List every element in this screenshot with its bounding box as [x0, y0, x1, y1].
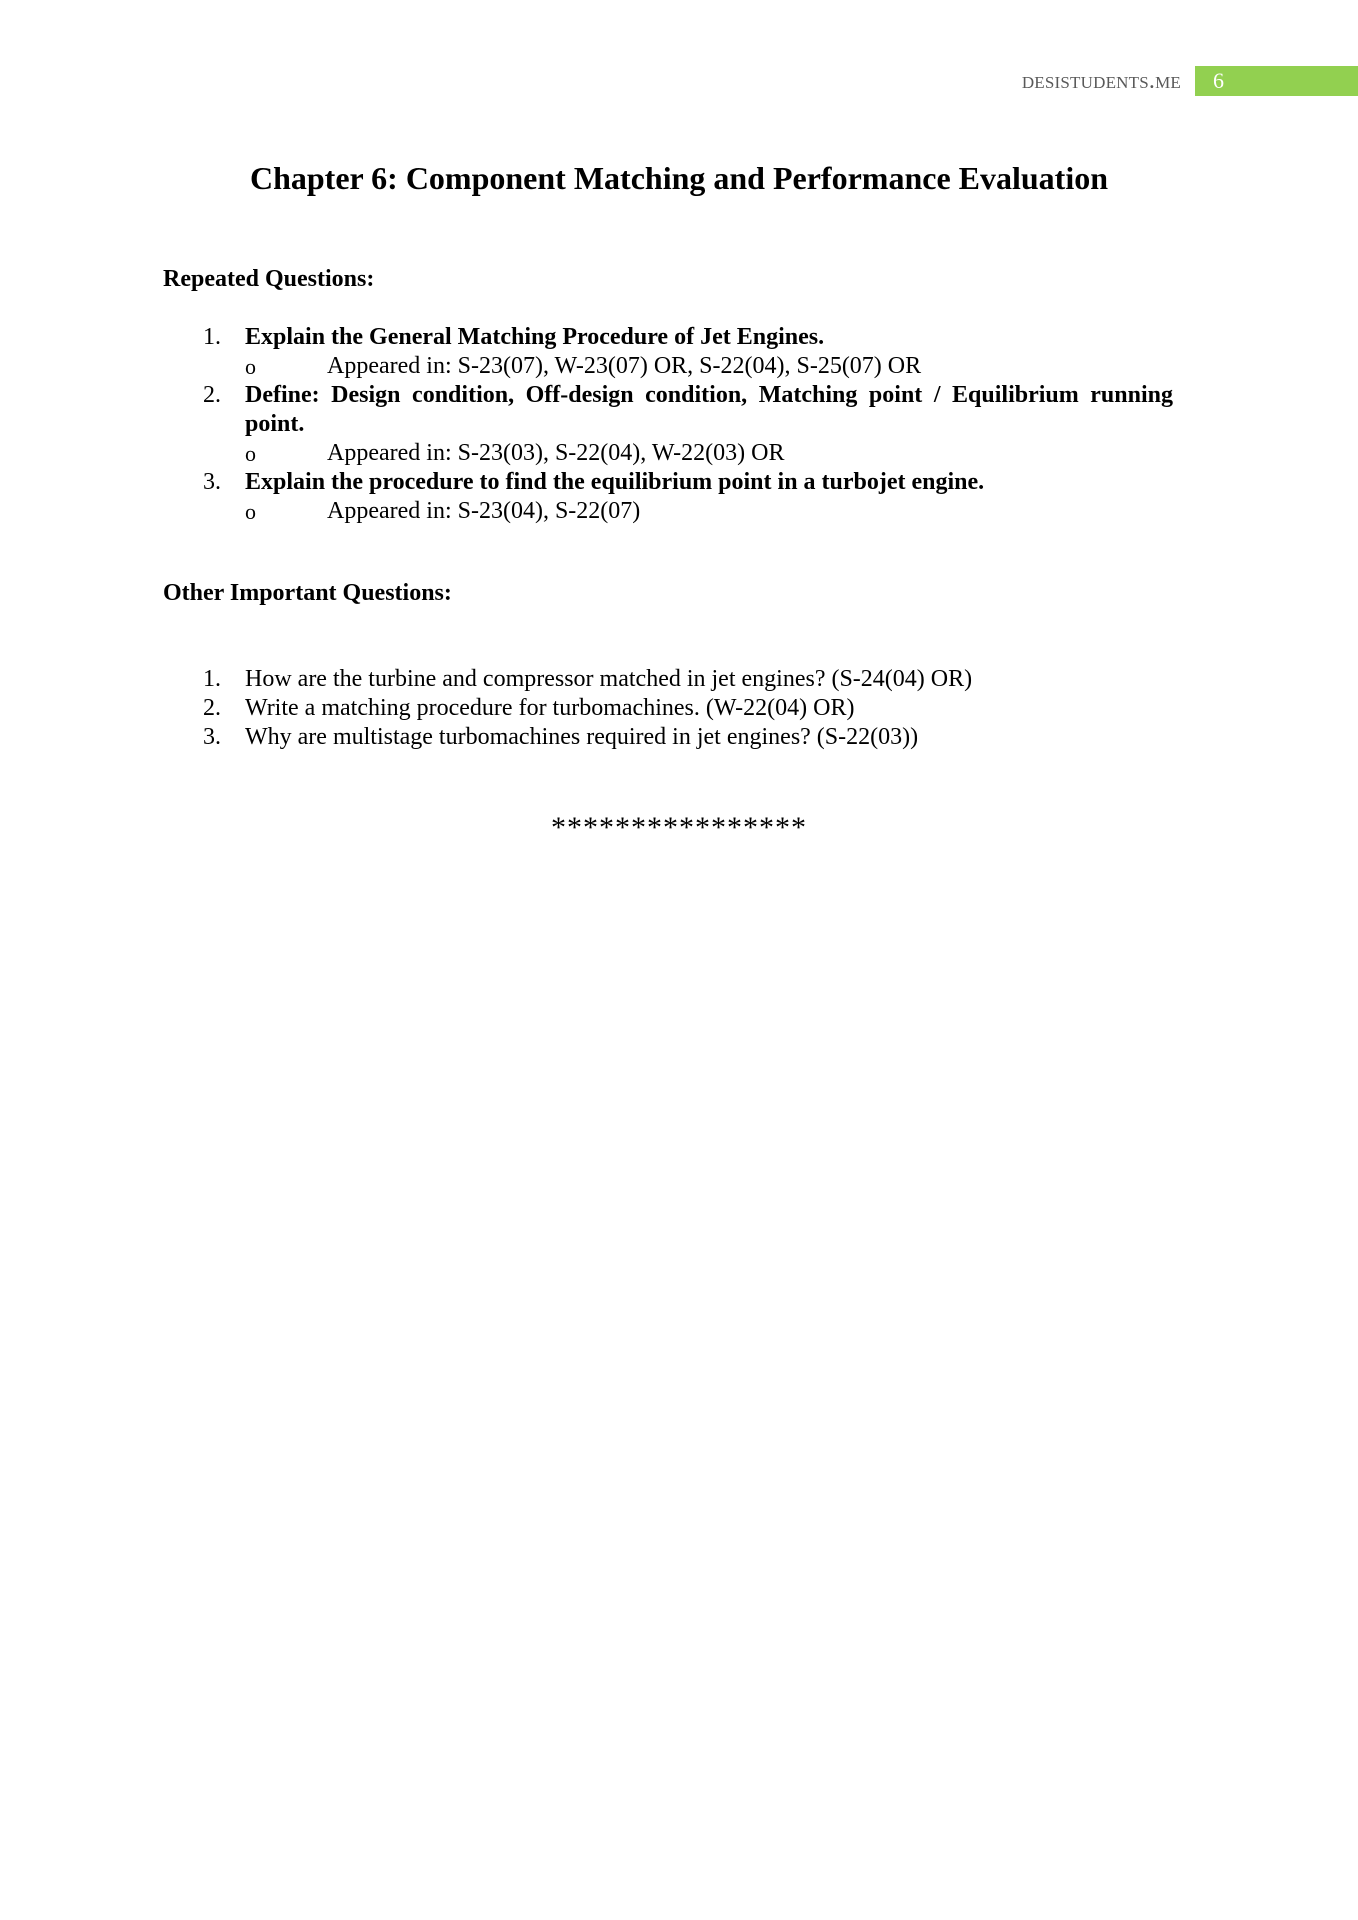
question-text: Write a matching procedure for turbomachines. (W-22(04) OR) [245, 695, 855, 721]
other-questions-list [163, 665, 1173, 752]
page-number-badge [1195, 66, 1358, 96]
appeared-text: Appeared in: S-23(04), S-22(07) [327, 498, 641, 524]
repeated-questions-heading: Repeated Questions: [163, 266, 375, 292]
other-questions-heading: Other Important Questions: [163, 580, 452, 606]
item-number: 3. [203, 469, 221, 495]
list-item [163, 323, 1173, 381]
appeared-text: Appeared in: S-23(07), W-23(07) OR, S-22(04), S-25(07) OR [327, 353, 922, 379]
question-text: Explain the General Matching Procedure of Jet Engines. [245, 324, 825, 350]
circle-bullet-icon: o [245, 354, 256, 379]
question-text: Explain the procedure to find the equilibrium point in a turbojet engine. [245, 469, 985, 495]
item-number: 1. [203, 666, 221, 692]
section-separator: **************** [551, 811, 807, 844]
question-text: Define: Design condition, Off-design condition, Matching point / Equilibrium running point. [245, 382, 1173, 437]
page-number: 6 [1213, 68, 1224, 93]
item-number: 1. [203, 324, 221, 350]
question-text: Why are multistage turbomachines required in jet engines? (S-22(03)) [245, 724, 919, 750]
list-item [163, 723, 1173, 752]
item-number: 3. [203, 724, 221, 750]
list-item [163, 381, 1173, 468]
appeared-in [245, 497, 1173, 526]
list-item [163, 694, 1173, 723]
page-header [1022, 66, 1358, 96]
circle-bullet-icon: o [245, 441, 256, 466]
appeared-in [245, 352, 1173, 381]
list-item [163, 665, 1173, 694]
circle-bullet-icon: o [245, 499, 256, 524]
page-title: Chapter 6: Component Matching and Performance Evaluation [249, 160, 1109, 196]
repeated-questions-list [163, 323, 1173, 526]
list-item [163, 468, 1173, 526]
item-number: 2. [203, 382, 221, 408]
site-name: desistudents.me [1021, 67, 1181, 94]
question-text: How are the turbine and compressor matched in jet engines? (S-24(04) OR) [245, 666, 973, 692]
item-number: 2. [203, 695, 221, 721]
appeared-text: Appeared in: S-23(03), S-22(04), W-22(03) OR [327, 440, 785, 466]
appeared-in [245, 439, 1173, 468]
